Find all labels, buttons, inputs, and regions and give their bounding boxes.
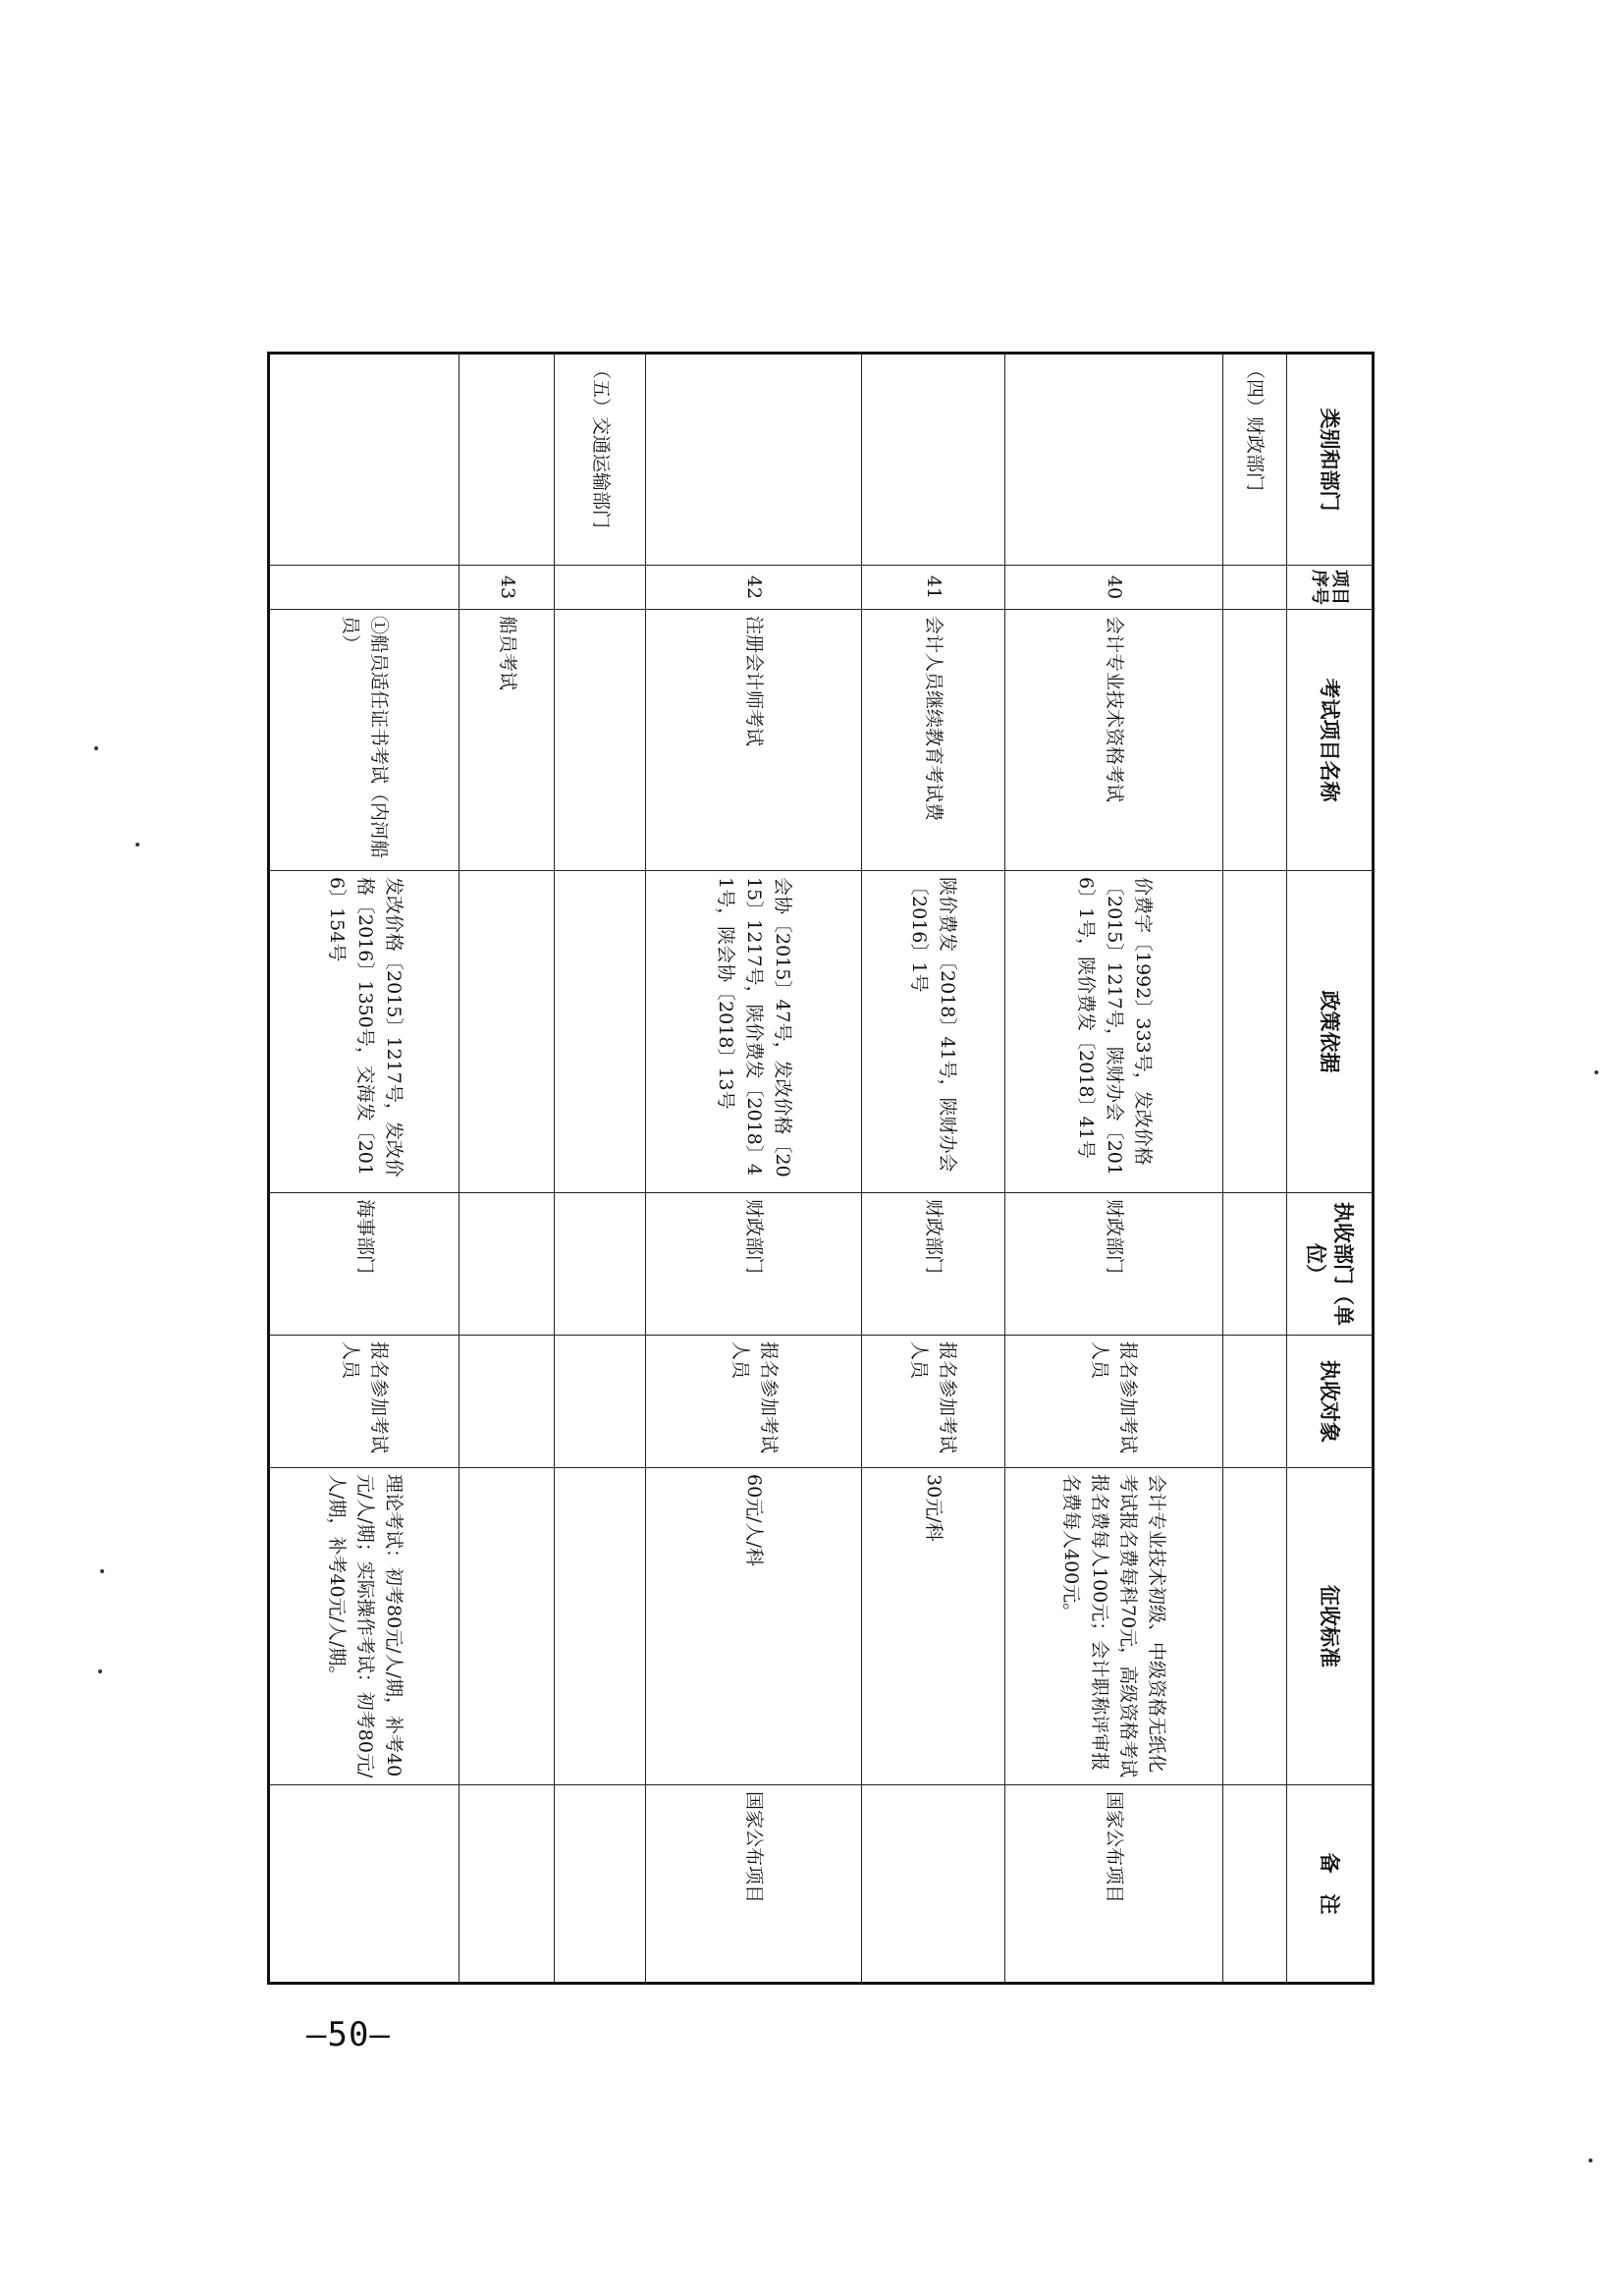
name-cell: [555, 610, 646, 871]
name-cell: 船员考试: [459, 610, 555, 871]
target-cell: 报名参加考试人员: [1004, 1336, 1222, 1468]
table-row: [646, 354, 862, 1984]
seq-cell: [269, 566, 459, 610]
target-cell: [555, 1336, 646, 1468]
category-cell: （四）财政部门: [1222, 354, 1286, 566]
category-cell: [646, 354, 862, 566]
name-cell: ①船员适任证书考试（内河船员）: [269, 610, 459, 871]
scan-speck: [100, 1569, 104, 1573]
scan-speck: [1594, 1070, 1598, 1074]
note-cell: 国家公布项目: [646, 1785, 862, 1984]
dept-cell: 海事部门: [269, 1193, 459, 1336]
dept-cell: [555, 1193, 646, 1336]
policy-cell: [459, 871, 555, 1193]
policy-cell: 发改价格〔2015〕1217号，发改价格〔2016〕1350号，交海发〔2016〕154号: [269, 871, 459, 1193]
scan-speck: [98, 1669, 102, 1673]
seq-cell: 43: [459, 566, 555, 610]
header-policy: 政策依据: [1287, 871, 1374, 1193]
note-cell: [555, 1785, 646, 1984]
policy-cell: [1222, 871, 1286, 1193]
header-row: [1287, 354, 1374, 1984]
name-cell: 会计专业技术资格考试: [1004, 610, 1222, 871]
table-row: [459, 354, 555, 1984]
target-cell: 报名参加考试人员: [646, 1336, 862, 1468]
category-cell: [862, 354, 1005, 566]
scan-speck: [94, 746, 98, 750]
target-cell: [459, 1336, 555, 1468]
dept-cell: 财政部门: [862, 1193, 1005, 1336]
header-note: 备 注: [1287, 1785, 1374, 1984]
policy-cell: 价费字〔1992〕333号，发改价格〔2015〕1217号，陕财办会〔2016〕1号，陕价费发〔2018〕41号: [1004, 871, 1222, 1193]
header-target: 执收对象: [1287, 1336, 1374, 1468]
standard-cell: 会计专业技术初级、中级资格无纸化考试报名费每科70元，高级资格考试报名费每人100元；会计职称评审报名费每人400元。: [1004, 1468, 1222, 1785]
category-cell: （五）交通运输部门: [555, 354, 646, 566]
target-cell: 报名参加考试人员: [269, 1336, 459, 1468]
note-cell: [269, 1785, 459, 1984]
header-standard: 征收标准: [1287, 1468, 1374, 1785]
standard-cell: [1222, 1468, 1286, 1785]
scan-speck: [135, 843, 139, 847]
table-row: [1222, 354, 1286, 1984]
dept-cell: 财政部门: [1004, 1193, 1222, 1336]
header-name: 考试项目名称: [1287, 610, 1374, 871]
seq-cell: [1222, 566, 1286, 610]
table-row: [1004, 354, 1222, 1984]
standard-cell: 理论考试：初考80元/人/期，补考40元/人/期；实际操作考试：初考80元/人/期，补考40元/人/期。: [269, 1468, 459, 1785]
note-cell: [1222, 1785, 1286, 1984]
dept-cell: [459, 1193, 555, 1336]
table-row: [269, 354, 459, 1984]
table-row: [862, 354, 1005, 1984]
target-cell: 报名参加考试人员: [862, 1336, 1005, 1468]
header-category: 类别和部门: [1287, 354, 1374, 566]
header-dept: 执收部门（单位）: [1287, 1193, 1374, 1336]
standard-cell: [555, 1468, 646, 1785]
seq-cell: 40: [1004, 566, 1222, 610]
seq-cell: 42: [646, 566, 862, 610]
fee-table: [267, 352, 1375, 1985]
category-cell: [1004, 354, 1222, 566]
policy-cell: 会协〔2015〕47号，发改价格〔2015〕1217号，陕价费发〔2018〕41号，陕会协〔2018〕13号: [646, 871, 862, 1193]
target-cell: [1222, 1336, 1286, 1468]
policy-cell: [555, 871, 646, 1193]
category-cell: [459, 354, 555, 566]
table-row: [555, 354, 646, 1984]
note-cell: 国家公布项目: [1004, 1785, 1222, 1984]
seq-cell: [555, 566, 646, 610]
note-cell: [862, 1785, 1005, 1984]
name-cell: [1222, 610, 1286, 871]
standard-cell: 30元/科: [862, 1468, 1005, 1785]
dept-cell: [1222, 1193, 1286, 1336]
note-cell: [459, 1785, 555, 1984]
name-cell: 注册会计师考试: [646, 610, 862, 871]
standard-cell: [459, 1468, 555, 1785]
dept-cell: 财政部门: [646, 1193, 862, 1336]
header-seq: 项目序号: [1287, 566, 1374, 610]
standard-cell: 60元/人/科: [646, 1468, 862, 1785]
scan-speck: [1589, 2159, 1593, 2162]
page-number: —50—: [306, 2015, 391, 2054]
name-cell: 会计人员继续教育考试费: [862, 610, 1005, 871]
seq-cell: 41: [862, 566, 1005, 610]
category-cell: [269, 354, 459, 566]
policy-cell: 陕价费发〔2018〕41号，陕财办会〔2016〕1号: [862, 871, 1005, 1193]
